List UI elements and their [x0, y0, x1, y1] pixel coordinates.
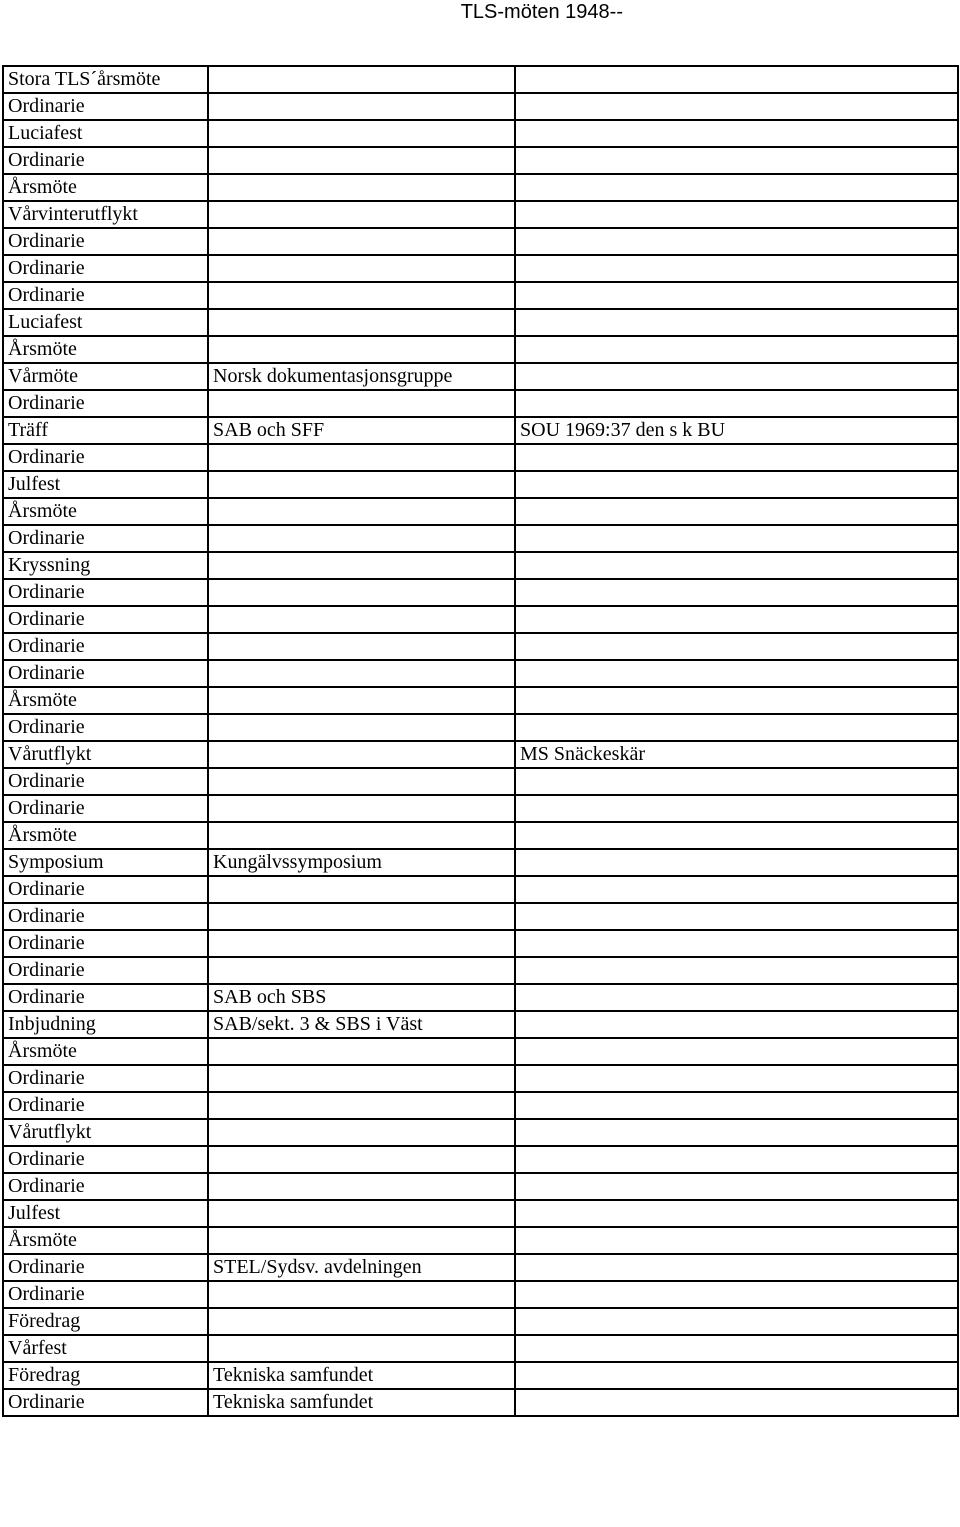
details-cell — [515, 714, 958, 741]
table-row — [3, 876, 958, 903]
table-row — [3, 1173, 958, 1200]
details-cell — [515, 1146, 958, 1173]
meeting-type-cell: Inbjudning — [3, 1011, 208, 1038]
table-row — [3, 579, 958, 606]
meeting-type-cell: Ordinarie — [3, 228, 208, 255]
table-row — [3, 255, 958, 282]
details-cell — [515, 1389, 958, 1416]
meeting-type-cell: Årsmöte — [3, 174, 208, 201]
organizer-cell: SAB och SBS — [208, 984, 515, 1011]
meeting-type-cell: Ordinarie — [3, 1173, 208, 1200]
meeting-type-cell: Föredrag — [3, 1308, 208, 1335]
organizer-cell — [208, 876, 515, 903]
details-cell — [515, 471, 958, 498]
meeting-type-cell: Symposium — [3, 849, 208, 876]
organizer-cell — [208, 714, 515, 741]
organizer-cell: STEL/Sydsv. avdelningen — [208, 1254, 515, 1281]
details-cell — [515, 1065, 958, 1092]
meetings-table — [2, 65, 959, 1417]
organizer-cell — [208, 1227, 515, 1254]
organizer-cell — [208, 1308, 515, 1335]
meeting-type-cell: Ordinarie — [3, 714, 208, 741]
organizer-cell — [208, 741, 515, 768]
meeting-type-cell: Julfest — [3, 1200, 208, 1227]
table-row — [3, 1254, 958, 1281]
details-cell — [515, 876, 958, 903]
details-cell — [515, 1308, 958, 1335]
details-cell — [515, 255, 958, 282]
meeting-type-cell: Ordinarie — [3, 255, 208, 282]
table-row — [3, 363, 958, 390]
organizer-cell — [208, 66, 515, 93]
organizer-cell — [208, 525, 515, 552]
table-row — [3, 309, 958, 336]
meeting-type-cell: Ordinarie — [3, 768, 208, 795]
table-row — [3, 606, 958, 633]
meeting-type-cell: Föredrag — [3, 1362, 208, 1389]
meeting-type-cell: Ordinarie — [3, 1254, 208, 1281]
table-row — [3, 552, 958, 579]
meeting-type-cell: Träff — [3, 417, 208, 444]
meeting-type-cell: Vårmöte — [3, 363, 208, 390]
meeting-type-cell: Årsmöte — [3, 1227, 208, 1254]
organizer-cell — [208, 1092, 515, 1119]
meeting-type-cell: Vårvinterutflykt — [3, 201, 208, 228]
meeting-type-cell: Vårutflykt — [3, 1119, 208, 1146]
table-row — [3, 1389, 958, 1416]
details-cell — [515, 903, 958, 930]
details-cell — [515, 552, 958, 579]
table-row — [3, 174, 958, 201]
table-row — [3, 1335, 958, 1362]
table-row — [3, 390, 958, 417]
details-cell — [515, 1011, 958, 1038]
details-cell — [515, 363, 958, 390]
meeting-type-cell: Vårfest — [3, 1335, 208, 1362]
organizer-cell — [208, 120, 515, 147]
organizer-cell — [208, 606, 515, 633]
details-cell — [515, 984, 958, 1011]
organizer-cell — [208, 93, 515, 120]
organizer-cell — [208, 822, 515, 849]
meeting-type-cell: Julfest — [3, 471, 208, 498]
meeting-type-cell: Luciafest — [3, 120, 208, 147]
page-title: TLS-möten 1948-- — [460, 1, 623, 23]
meeting-type-cell: Årsmöte — [3, 822, 208, 849]
organizer-cell — [208, 1173, 515, 1200]
details-cell — [515, 849, 958, 876]
table-row — [3, 1119, 958, 1146]
organizer-cell — [208, 579, 515, 606]
organizer-cell — [208, 336, 515, 363]
meeting-type-cell: Ordinarie — [3, 147, 208, 174]
table-row — [3, 201, 958, 228]
details-cell — [515, 1173, 958, 1200]
table-row — [3, 93, 958, 120]
meeting-type-cell: Ordinarie — [3, 876, 208, 903]
meeting-type-cell: Ordinarie — [3, 795, 208, 822]
details-cell — [515, 1200, 958, 1227]
details-cell — [515, 660, 958, 687]
meeting-type-cell: Ordinarie — [3, 633, 208, 660]
organizer-cell: SAB/sekt. 3 & SBS i Väst — [208, 1011, 515, 1038]
organizer-cell — [208, 552, 515, 579]
organizer-cell — [208, 498, 515, 525]
meeting-type-cell: Årsmöte — [3, 687, 208, 714]
organizer-cell — [208, 228, 515, 255]
details-cell: MS Snäckeskär — [515, 741, 958, 768]
table-row — [3, 1227, 958, 1254]
details-cell — [515, 633, 958, 660]
details-cell — [515, 768, 958, 795]
details-cell — [515, 147, 958, 174]
details-cell — [515, 687, 958, 714]
meeting-type-cell: Kryssning — [3, 552, 208, 579]
details-cell — [515, 822, 958, 849]
organizer-cell — [208, 957, 515, 984]
table-row — [3, 336, 958, 363]
meeting-type-cell: Ordinarie — [3, 903, 208, 930]
organizer-cell — [208, 255, 515, 282]
details-cell — [515, 444, 958, 471]
meeting-type-cell: Ordinarie — [3, 525, 208, 552]
meeting-type-cell: Ordinarie — [3, 93, 208, 120]
table-row — [3, 768, 958, 795]
details-cell — [515, 390, 958, 417]
table-row — [3, 444, 958, 471]
table-row — [3, 66, 958, 93]
table-row — [3, 633, 958, 660]
table-row — [3, 957, 958, 984]
organizer-cell: SAB och SFF — [208, 417, 515, 444]
meeting-type-cell: Ordinarie — [3, 660, 208, 687]
details-cell — [515, 174, 958, 201]
table-row — [3, 822, 958, 849]
meeting-type-cell: Årsmöte — [3, 336, 208, 363]
details-cell — [515, 1227, 958, 1254]
details-cell — [515, 201, 958, 228]
organizer-cell — [208, 930, 515, 957]
table-row — [3, 660, 958, 687]
details-cell — [515, 309, 958, 336]
table-row — [3, 1065, 958, 1092]
details-cell — [515, 1092, 958, 1119]
meeting-type-cell: Ordinarie — [3, 579, 208, 606]
organizer-cell — [208, 1038, 515, 1065]
organizer-cell — [208, 147, 515, 174]
details-cell — [515, 1038, 958, 1065]
table-row — [3, 1281, 958, 1308]
table-row — [3, 498, 958, 525]
details-cell — [515, 93, 958, 120]
organizer-cell — [208, 444, 515, 471]
details-cell — [515, 1362, 958, 1389]
table-row — [3, 1092, 958, 1119]
details-cell — [515, 606, 958, 633]
details-cell — [515, 795, 958, 822]
organizer-cell — [208, 1200, 515, 1227]
details-cell — [515, 336, 958, 363]
meeting-type-cell: Ordinarie — [3, 984, 208, 1011]
organizer-cell — [208, 687, 515, 714]
table-row — [3, 795, 958, 822]
organizer-cell — [208, 201, 515, 228]
meeting-type-cell: Årsmöte — [3, 498, 208, 525]
table-row — [3, 120, 958, 147]
meeting-type-cell: Årsmöte — [3, 1038, 208, 1065]
organizer-cell — [208, 1281, 515, 1308]
organizer-cell — [208, 282, 515, 309]
table-row — [3, 714, 958, 741]
meeting-type-cell: Ordinarie — [3, 1146, 208, 1173]
table-row — [3, 741, 958, 768]
details-cell — [515, 1281, 958, 1308]
table-row — [3, 471, 958, 498]
details-cell — [515, 525, 958, 552]
meeting-type-cell: Ordinarie — [3, 1065, 208, 1092]
table-row — [3, 1038, 958, 1065]
details-cell: SOU 1969:37 den s k BU — [515, 417, 958, 444]
meeting-type-cell: Ordinarie — [3, 444, 208, 471]
organizer-cell: Kungälvssymposium — [208, 849, 515, 876]
details-cell — [515, 930, 958, 957]
meeting-type-cell: Ordinarie — [3, 1281, 208, 1308]
table-row — [3, 228, 958, 255]
meeting-type-cell: Ordinarie — [3, 957, 208, 984]
organizer-cell — [208, 309, 515, 336]
details-cell — [515, 282, 958, 309]
organizer-cell — [208, 768, 515, 795]
meeting-type-cell: Vårutflykt — [3, 741, 208, 768]
table-row — [3, 417, 958, 444]
organizer-cell — [208, 1335, 515, 1362]
table-row — [3, 984, 958, 1011]
table-row — [3, 903, 958, 930]
table-row — [3, 525, 958, 552]
organizer-cell: Tekniska samfundet — [208, 1362, 515, 1389]
organizer-cell — [208, 1146, 515, 1173]
details-cell — [515, 120, 958, 147]
table-row — [3, 1362, 958, 1389]
details-cell — [515, 66, 958, 93]
table-row — [3, 1011, 958, 1038]
details-cell — [515, 957, 958, 984]
organizer-cell — [208, 471, 515, 498]
meeting-type-cell: Ordinarie — [3, 282, 208, 309]
organizer-cell: Tekniska samfundet — [208, 1389, 515, 1416]
meeting-type-cell: Ordinarie — [3, 930, 208, 957]
table-row — [3, 1146, 958, 1173]
meeting-type-cell: Ordinarie — [3, 1389, 208, 1416]
table-row — [3, 930, 958, 957]
table-row — [3, 282, 958, 309]
details-cell — [515, 1335, 958, 1362]
table-row — [3, 687, 958, 714]
meetings-table-body — [3, 66, 958, 1416]
organizer-cell — [208, 903, 515, 930]
table-row — [3, 147, 958, 174]
table-row — [3, 1308, 958, 1335]
table-row — [3, 1200, 958, 1227]
meeting-type-cell: Ordinarie — [3, 1092, 208, 1119]
details-cell — [515, 579, 958, 606]
organizer-cell — [208, 1119, 515, 1146]
meeting-type-cell: Stora TLS´årsmöte — [3, 66, 208, 93]
organizer-cell — [208, 633, 515, 660]
organizer-cell — [208, 1065, 515, 1092]
table-row — [3, 849, 958, 876]
organizer-cell — [208, 390, 515, 417]
meeting-type-cell: Ordinarie — [3, 390, 208, 417]
details-cell — [515, 1119, 958, 1146]
organizer-cell: Norsk dokumentasjonsgruppe — [208, 363, 515, 390]
organizer-cell — [208, 795, 515, 822]
organizer-cell — [208, 174, 515, 201]
details-cell — [515, 228, 958, 255]
details-cell — [515, 1254, 958, 1281]
meeting-type-cell: Ordinarie — [3, 606, 208, 633]
details-cell — [515, 498, 958, 525]
organizer-cell — [208, 660, 515, 687]
meeting-type-cell: Luciafest — [3, 309, 208, 336]
